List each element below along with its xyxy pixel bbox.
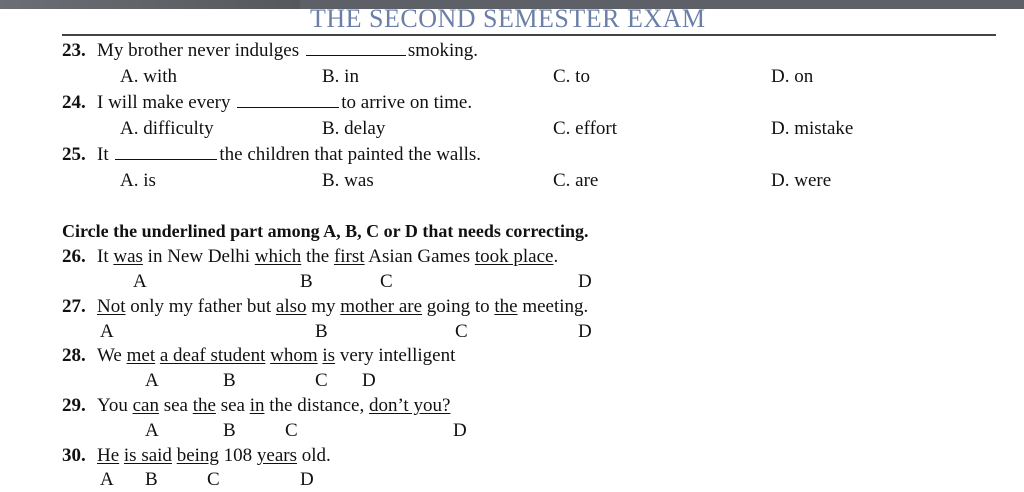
q26-underline-b: which xyxy=(254,246,302,267)
q26-text-5: . xyxy=(553,246,559,267)
q29-text-4: the distance, xyxy=(264,395,369,416)
q26-sentence xyxy=(97,246,558,268)
q27-text-2: my xyxy=(306,296,341,317)
q30-letter-c: C xyxy=(207,469,220,490)
q25-number: 25. xyxy=(62,144,86,165)
q24-stem-pre: I will make every xyxy=(97,92,231,113)
q27-text-3: going to xyxy=(422,296,495,317)
q26-text-4: Asian Games xyxy=(364,246,475,267)
q25-option-a: A. is xyxy=(120,170,156,191)
q28-letter-a: A xyxy=(145,370,159,391)
q24-option-a: A. difficulty xyxy=(120,118,214,139)
q24-option-b: B. delay xyxy=(322,118,386,139)
q25-stem xyxy=(97,144,481,166)
window-top-bar xyxy=(0,0,1024,9)
q28-number: 28. xyxy=(62,345,86,366)
q29-underline-b: the xyxy=(192,395,216,416)
q28-underline-d: is xyxy=(322,345,336,366)
q28-underline-a: met xyxy=(126,345,156,366)
q29-number: 29. xyxy=(62,395,86,416)
q26-underline-c: first xyxy=(333,246,365,267)
q23-stem-post: smoking. xyxy=(407,40,479,61)
q29-sentence xyxy=(97,395,450,417)
q23-option-c: C. to xyxy=(553,66,590,87)
q29-letter-c: C xyxy=(285,420,298,441)
q26-text-3: the xyxy=(301,246,334,267)
q26-text-1: It xyxy=(97,246,114,267)
q26-letter-b: B xyxy=(300,271,313,292)
q30-underline-a: He xyxy=(97,445,120,466)
title-rule xyxy=(62,34,996,36)
q30-letter-a: A xyxy=(100,469,114,490)
q30-number: 30. xyxy=(62,445,86,466)
q27-text-4: meeting. xyxy=(517,296,589,317)
q24-stem xyxy=(97,92,472,114)
q30-underline-b: is said xyxy=(123,445,172,466)
q29-underline-c: in xyxy=(249,395,265,416)
q30-underline-d: years xyxy=(256,445,297,466)
section-instruction: Circle the underlined part among A, B, C or D that needs correcting. xyxy=(62,221,589,241)
q25-blank xyxy=(115,158,217,160)
q28-text-1: We xyxy=(97,345,127,366)
q27-sentence xyxy=(97,296,588,318)
q25-stem-post: the children that painted the walls. xyxy=(219,144,482,165)
q26-letter-a: A xyxy=(133,271,147,292)
q27-underline-b: also xyxy=(275,296,307,317)
q27-letter-d: D xyxy=(578,321,592,342)
q27-text-1: only my father but xyxy=(125,296,276,317)
q28-text-5: very intelligent xyxy=(335,345,456,366)
q25-option-c: C. are xyxy=(553,170,599,191)
q23-option-d: D. on xyxy=(771,66,814,87)
q26-letter-c: C xyxy=(380,271,393,292)
q28-underline-c: whom xyxy=(270,345,318,366)
q28-letter-c: C xyxy=(315,370,328,391)
q29-letter-a: A xyxy=(145,420,159,441)
q30-text-3: 108 xyxy=(218,445,257,466)
q28-letter-b: B xyxy=(223,370,236,391)
q28-sentence xyxy=(97,345,455,367)
q25-option-d: D. were xyxy=(771,170,832,191)
q25-option-b: B. was xyxy=(322,170,374,191)
q27-letter-c: C xyxy=(455,321,468,342)
q30-sentence xyxy=(97,445,331,467)
q26-underline-a: was xyxy=(113,246,143,267)
q24-blank xyxy=(237,106,339,108)
q24-option-d: D. mistake xyxy=(771,118,854,139)
q27-number: 27. xyxy=(62,296,86,317)
q30-underline-c: being xyxy=(176,445,219,466)
q28-underline-b: a deaf student xyxy=(159,345,266,366)
q29-letter-d: D xyxy=(453,420,467,441)
q23-stem-pre: My brother never indulges xyxy=(97,40,300,61)
q29-text-3: sea xyxy=(215,395,250,416)
q23-number: 23. xyxy=(62,40,86,61)
q27-underline-d: the xyxy=(494,296,518,317)
q24-option-c: C. effort xyxy=(553,118,618,139)
q26-number: 26. xyxy=(62,246,86,267)
q29-letter-b: B xyxy=(223,420,236,441)
q26-text-2: in New Delhi xyxy=(142,246,255,267)
q27-underline-a: Not xyxy=(97,296,126,317)
q30-letter-b: B xyxy=(145,469,158,490)
q27-letter-b: B xyxy=(315,321,328,342)
q27-underline-c: mother are xyxy=(340,296,423,317)
exam-title: THE SECOND SEMESTER EXAM xyxy=(310,9,706,33)
q23-stem xyxy=(97,40,478,62)
q26-underline-d: took place xyxy=(474,246,554,267)
toolbar-strip xyxy=(0,0,300,9)
q23-option-b: B. in xyxy=(322,66,359,87)
q24-stem-post: to arrive on time. xyxy=(341,92,473,113)
q30-letter-d: D xyxy=(300,469,314,490)
q26-letter-d: D xyxy=(578,271,592,292)
q29-underline-d: don’t you? xyxy=(368,395,451,416)
q28-letter-d: D xyxy=(362,370,376,391)
q27-letter-a: A xyxy=(100,321,114,342)
q29-text-1: You xyxy=(97,395,133,416)
q29-text-2: sea xyxy=(158,395,193,416)
document-page xyxy=(0,9,1024,492)
q30-text-4: old. xyxy=(297,445,331,466)
q29-underline-a: can xyxy=(132,395,159,416)
q24-number: 24. xyxy=(62,92,86,113)
q23-option-a: A. with xyxy=(120,66,177,87)
q23-blank xyxy=(306,54,406,56)
q25-stem-pre: It xyxy=(97,144,109,165)
